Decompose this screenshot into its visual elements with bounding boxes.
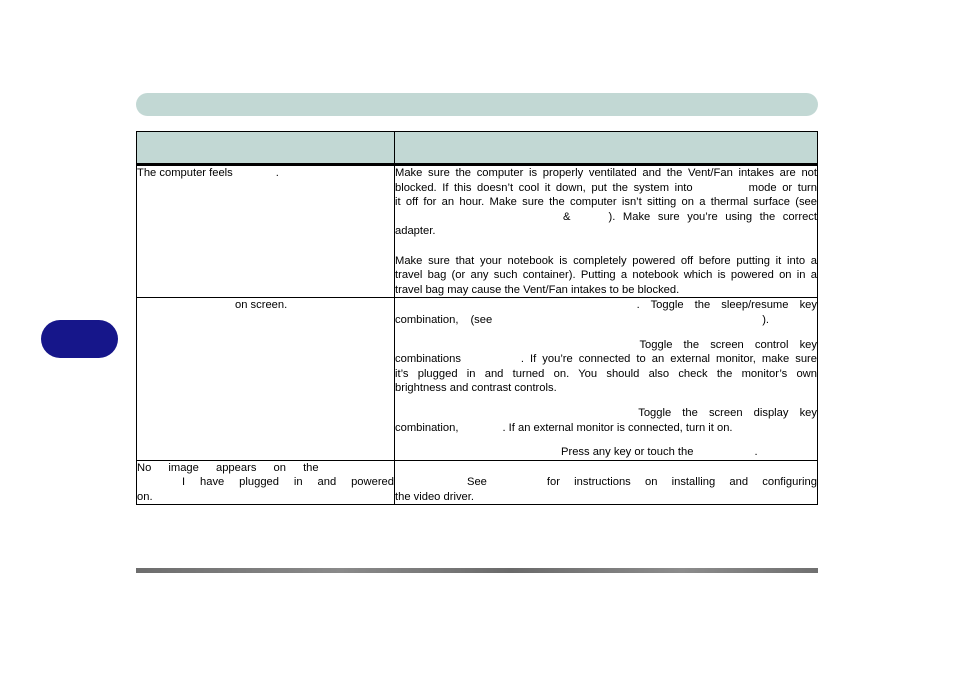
solution-line: Press any key or touch the .	[561, 446, 758, 459]
solution-line: Toggle the screen control key	[639, 338, 817, 351]
problem-line: No image appears on the	[137, 461, 319, 474]
solution-line: the video driver.	[395, 490, 474, 503]
solution-line: blocked. If this doesn’t cool it down, put the system into mode or turn	[395, 181, 817, 194]
solution-line: Make sure the computer is properly ventilated and the Vent/Fan intakes are not	[395, 167, 817, 179]
problem-cell	[137, 298, 395, 460]
problem-cell	[137, 165, 395, 298]
solution-line: adapter.	[395, 225, 436, 238]
solution-column-header	[395, 132, 818, 165]
solution-line: . Toggle the sleep/resume key	[636, 299, 817, 312]
problem-column-header	[137, 132, 395, 165]
problem-cell	[137, 460, 395, 505]
solution-cell	[395, 460, 818, 505]
footer-rule	[136, 568, 818, 573]
problem-line: I have plugged in and powered	[182, 476, 394, 489]
troubleshooting-table	[136, 131, 818, 505]
solution-line: combination, . If an external monitor is connected, turn it on.	[395, 421, 733, 434]
solution-cell	[395, 165, 818, 298]
solution-line: Make sure that your notebook is completely powered off before putting it into a	[395, 254, 817, 267]
page-header-bar	[136, 93, 818, 116]
solution-line: travel bag (or any such container). Putting a notebook which is powered on in a	[395, 269, 817, 282]
chapter-tab	[41, 320, 118, 358]
solution-line: it off for an hour. Make sure the computer isn’t sitting on a thermal surface (see	[395, 196, 817, 209]
table-row	[137, 298, 818, 460]
solution-line: combinations . If you’re connected to an external monitor, make sure	[395, 353, 817, 366]
table-row	[137, 460, 818, 505]
table-row	[137, 165, 818, 298]
solution-line: it’s plugged in and turned on. You should also check the monitor’s own	[395, 367, 817, 380]
problem-text: The computer feels	[137, 167, 233, 179]
problem-text: on screen.	[235, 299, 288, 312]
solution-line: brightness and contrast controls.	[395, 382, 557, 395]
solution-line: travel bag may cause the Vent/Fan intakes to be blocked.	[395, 283, 680, 296]
solution-line: combination, (see ).	[395, 313, 770, 326]
solution-cell	[395, 298, 818, 460]
solution-line: Toggle the screen display key	[638, 406, 817, 419]
table-header-row	[137, 132, 818, 165]
solution-line: & ). Make sure you’re using the correct	[563, 210, 817, 223]
solution-line: See for instructions on installing and configuring	[467, 476, 817, 489]
problem-line: on.	[137, 490, 153, 503]
problem-text: .	[275, 167, 279, 179]
